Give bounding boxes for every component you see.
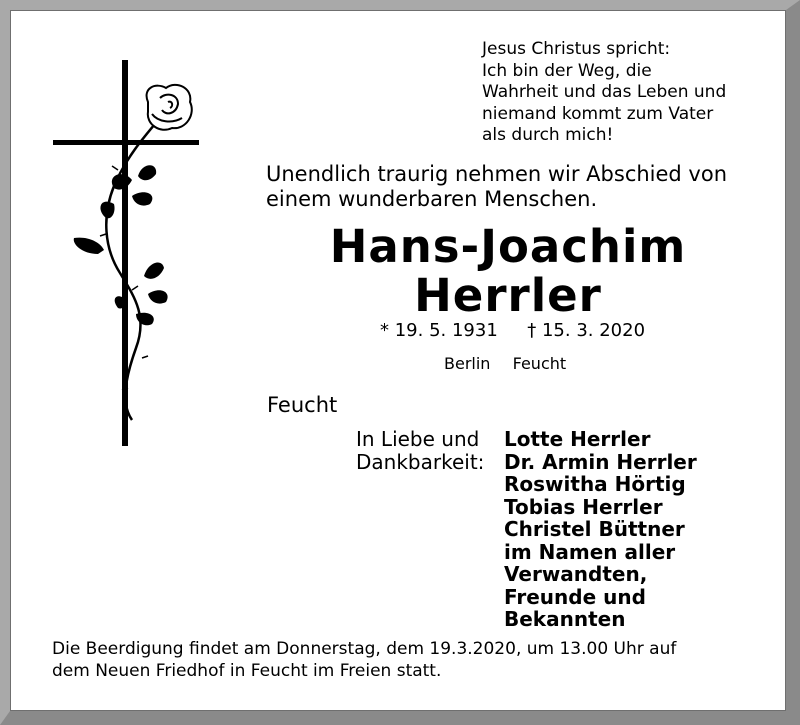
mourners-label: [356, 428, 484, 474]
life-dates: [380, 320, 645, 341]
mourner-name: Lotte Herrler: [504, 427, 651, 451]
mourner-name: Verwandten,: [504, 562, 648, 586]
mourners-label-line: Dankbarkeit:: [356, 450, 485, 474]
mourners-list: [504, 428, 697, 631]
life-places: [444, 354, 566, 373]
death-date: † 15. 3. 2020: [527, 320, 646, 341]
mourner-name: Bekannten: [504, 607, 626, 631]
funeral-line: dem Neuen Friedhof in Feucht im Freien statt.: [52, 660, 442, 681]
cross-with-rose-icon: [48, 58, 208, 450]
intro-line: einem wunderbaren Menschen.: [266, 187, 598, 211]
quote-line: Wahrheit und das Leben und: [482, 82, 727, 102]
birth-place: Berlin: [444, 354, 491, 373]
mourner-name: Roswitha Hörtig: [504, 472, 686, 496]
quote-line: Jesus Christus spricht:: [482, 39, 671, 59]
deceased-first-name: Hans-Joachim: [329, 220, 687, 273]
intro-text: [266, 162, 766, 212]
mourner-name: im Namen aller: [504, 539, 676, 564]
intro-line: Unendlich traurig nehmen wir Abschied von: [266, 162, 728, 186]
bible-quote: [482, 39, 772, 147]
location: Feucht: [267, 393, 338, 417]
quote-line: als durch mich!: [482, 125, 614, 145]
birth-date: * 19. 5. 1931: [380, 320, 498, 341]
mourners-label-line: In Liebe und: [356, 427, 480, 451]
deceased-last-name: Herrler: [414, 269, 602, 322]
death-place: Feucht: [512, 354, 567, 373]
mourner-name: Freunde und: [504, 584, 646, 609]
funeral-notice: [52, 639, 772, 682]
mourner-name: Dr. Armin Herrler: [504, 449, 697, 474]
quote-line: Ich bin der Weg, die: [482, 60, 652, 81]
mourner-name: Tobias Herrler: [504, 494, 663, 519]
mourner-name: Christel Büttner: [504, 517, 685, 541]
quote-line: niemand kommt zum Vater: [482, 103, 714, 124]
funeral-line: Die Beerdigung findet am Donnerstag, dem 19.3.2020, um 13.00 Uhr auf: [52, 639, 677, 659]
